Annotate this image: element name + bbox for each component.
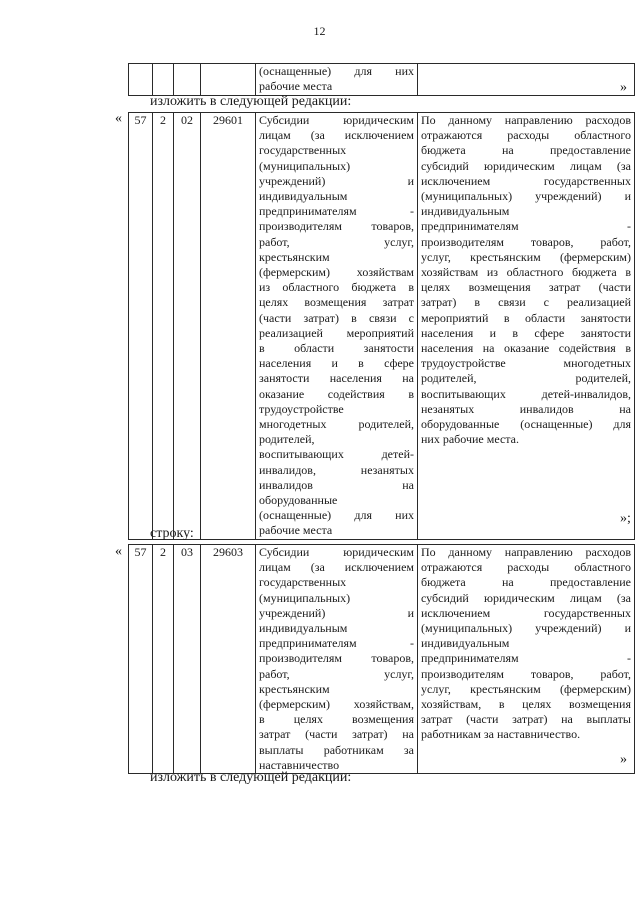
- close-quote: »: [620, 80, 627, 95]
- code-cell: 02: [174, 113, 201, 540]
- code-cell: 03: [174, 545, 201, 774]
- text-line: населения и в сфере: [259, 356, 414, 371]
- code-cell: 2: [153, 113, 174, 540]
- description-cell: [418, 64, 635, 96]
- text-line: (оснащенные) для них: [259, 508, 414, 523]
- text-line: затрат) в связи с реализацией: [421, 295, 631, 310]
- text-line: в целях возмещения: [259, 712, 414, 727]
- text-line: населения на оказание содействия в: [421, 341, 631, 356]
- text-line: (муниципальных): [259, 158, 351, 173]
- text-line: оборудованные (оснащенные) для: [421, 417, 631, 432]
- text-line: исключением государственных: [421, 173, 631, 188]
- code-cell: 57: [129, 545, 153, 774]
- close-quote: »: [620, 752, 627, 767]
- code-cell: [153, 64, 174, 96]
- text-line: бюджета на предоставление: [421, 143, 631, 158]
- text-line: незанятых инвалидов на: [421, 401, 631, 416]
- text-line: субсидий юридическим лицам (за: [421, 158, 631, 173]
- code-cell: 2: [153, 545, 174, 774]
- text-line: выплаты работникам за: [259, 742, 414, 757]
- open-quote: «: [115, 111, 122, 126]
- text-line: учреждений) и: [259, 173, 414, 188]
- code-cell: 29603: [201, 545, 256, 774]
- text-line: предпринимателям -: [259, 204, 414, 219]
- text-line: мероприятий в области занятости: [421, 310, 631, 325]
- fragment-table: [128, 63, 635, 96]
- text-line: наставничество: [259, 757, 340, 772]
- text-line: воспитывающих детей-инвалидов,: [421, 386, 631, 401]
- open-quote: «: [115, 544, 122, 559]
- text-line: производителям товаров,: [259, 651, 414, 666]
- code-cell: [201, 64, 256, 96]
- text-line: рабочие места: [259, 79, 333, 94]
- text-line: Субсидии юридическим: [259, 113, 414, 127]
- text-line: (муниципальных) учреждений) и: [421, 189, 631, 204]
- text-line: (фермерским) хозяйствам: [259, 265, 414, 280]
- instruction-text: изложить в следующей редакции:: [150, 770, 352, 785]
- text-line: индивидуальным: [259, 621, 348, 636]
- text-line: населения и в сфере занятости: [421, 325, 631, 340]
- page-number: 12: [313, 24, 326, 38]
- text-line: отражаются расходы областного: [421, 128, 631, 143]
- text-line: лицам (за исключением: [259, 128, 414, 143]
- text-line: услуг, крестьянским (фермерским): [421, 249, 631, 264]
- text-line: предпринимателям -: [421, 651, 631, 666]
- description-cell: [418, 545, 635, 774]
- text-line: оборудованные: [259, 493, 338, 508]
- text-line: (оснащенные) для них: [259, 64, 414, 78]
- close-quote: »;: [620, 511, 631, 526]
- instruction-text: строку:: [150, 526, 194, 541]
- text-line: (муниципальных) учреждений) и: [421, 621, 631, 636]
- text-line: крестьянским: [259, 681, 330, 696]
- text-line: (фермерским) хозяйствам,: [259, 697, 414, 712]
- text-line: производителям товаров,: [259, 219, 414, 234]
- table-row: [129, 545, 635, 774]
- instruction-text: изложить в следующей редакции:: [150, 94, 352, 109]
- table-row: [129, 64, 635, 96]
- text-line: индивидуальным: [421, 636, 510, 651]
- budget-table-old: [128, 544, 635, 774]
- text-line: трудоустройстве: [259, 401, 344, 416]
- text-line: производителям товаров, работ,: [421, 234, 631, 249]
- code-cell: [174, 64, 201, 96]
- budget-table-new: [128, 112, 635, 540]
- text-line: оказание содействия в: [259, 386, 414, 401]
- description-cell: [418, 113, 635, 540]
- text-line: (части затрат) в связи с: [259, 310, 414, 325]
- text-line: работникам за наставничество.: [421, 727, 581, 742]
- text-line: целях возмещения затрат (части: [421, 280, 631, 295]
- text-line: родителей,: [259, 432, 315, 447]
- code-cell: [129, 64, 153, 96]
- code-cell: 29601: [201, 113, 256, 540]
- text-line: в области занятости: [259, 341, 414, 356]
- text-line: предпринимателям -: [421, 219, 631, 234]
- text-line: исключением государственных: [421, 605, 631, 620]
- text-line: По данному направлению расходов: [421, 545, 631, 559]
- name-cell: [256, 64, 418, 96]
- text-line: индивидуальным: [259, 189, 348, 204]
- text-line: из областного бюджета в: [259, 280, 414, 295]
- text-line: крестьянским: [259, 249, 330, 264]
- text-line: учреждений) и: [259, 605, 414, 620]
- text-line: родителей, родителей,: [421, 371, 631, 386]
- text-line: многодетных родителей,: [259, 417, 414, 432]
- text-line: рабочие места: [259, 523, 333, 538]
- text-line: воспитывающих детей-: [259, 447, 414, 462]
- text-line: реализацией мероприятий: [259, 325, 414, 340]
- text-line: отражаются расходы областного: [421, 560, 631, 575]
- code-cell: 57: [129, 113, 153, 540]
- text-line: хозяйствам, в целях возмещения: [421, 697, 631, 712]
- text-line: По данному направлению расходов: [421, 113, 631, 127]
- name-cell: [256, 113, 418, 540]
- name-cell: [256, 545, 418, 774]
- text-line: инвалидов, незанятых: [259, 462, 414, 477]
- text-line: целях возмещения затрат: [259, 295, 414, 310]
- text-line: субсидий юридическим лицам (за: [421, 590, 631, 605]
- text-line: предпринимателям -: [259, 636, 414, 651]
- text-line: Субсидии юридическим: [259, 545, 414, 559]
- text-line: работ, услуг,: [259, 666, 414, 681]
- text-line: (муниципальных): [259, 590, 351, 605]
- text-line: государственных: [259, 143, 347, 158]
- text-line: трудоустройстве многодетных: [421, 356, 631, 371]
- text-line: бюджета на предоставление: [421, 575, 631, 590]
- text-line: хозяйствам из областного бюджета в: [421, 265, 631, 280]
- text-line: затрат (части затрат) на: [259, 727, 414, 742]
- text-line: них рабочие места.: [421, 432, 520, 447]
- text-line: лицам (за исключением: [259, 560, 414, 575]
- text-line: инвалидов на: [259, 477, 414, 492]
- text-line: услуг, крестьянским (фермерским): [421, 681, 631, 696]
- text-line: затрат (части затрат) на выплаты: [421, 712, 631, 727]
- table-row: [129, 113, 635, 540]
- text-line: государственных: [259, 575, 347, 590]
- text-line: индивидуальным: [421, 204, 510, 219]
- text-line: работ, услуг,: [259, 234, 414, 249]
- text-line: производителям товаров, работ,: [421, 666, 631, 681]
- text-line: занятости населения на: [259, 371, 414, 386]
